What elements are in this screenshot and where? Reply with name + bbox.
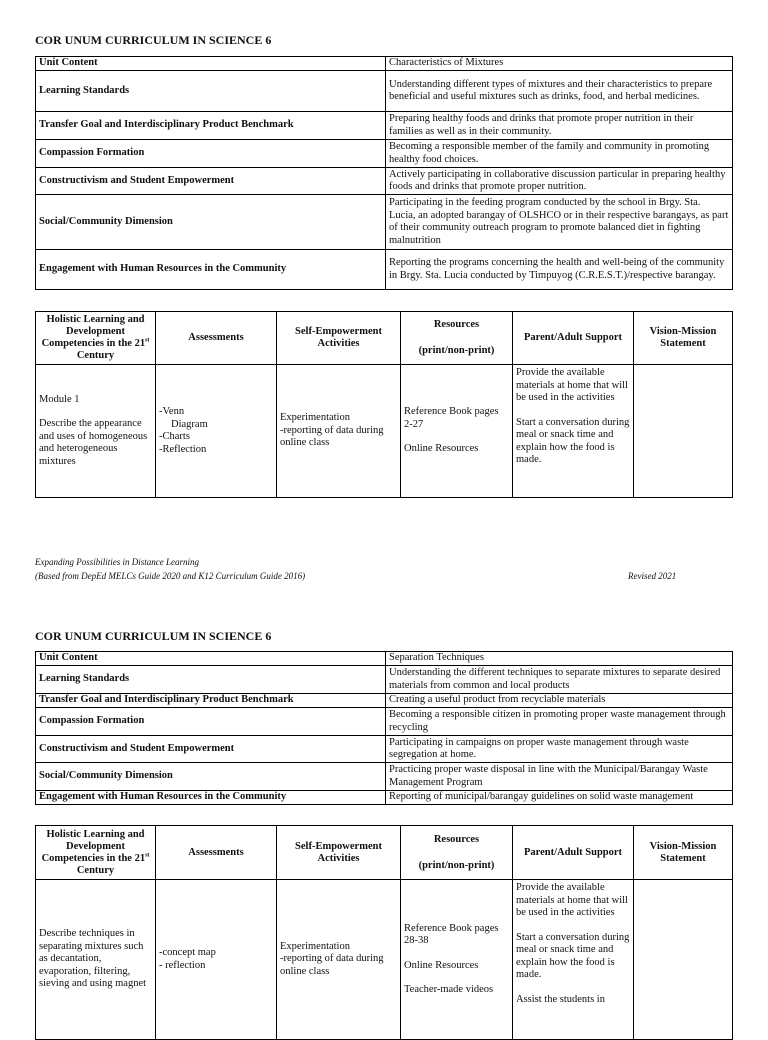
col-header-assessments: Assessments	[156, 826, 277, 880]
row-label: Transfer Goal and Interdisciplinary Product Benchmark	[36, 112, 386, 140]
row-value: Participating in campaigns on proper waste management through waste segregation at home.	[386, 736, 733, 763]
table-row	[36, 250, 733, 290]
row-label: Engagement with Human Resources in the Community	[36, 791, 386, 805]
activity-item: -reporting of data during online class	[280, 953, 384, 977]
resource-item: Online Resources	[404, 959, 479, 971]
row-label: Social/Community Dimension	[36, 763, 386, 791]
parent-support-item: Provide the available materials at home that will be used in the activities	[516, 882, 628, 918]
assessment-item: -Reflection	[159, 443, 207, 455]
parent-support-item: Start a conversation during meal or snack time and explain how the food is made.	[516, 416, 630, 465]
col-header-parent-support: Parent/Adult Support	[513, 826, 634, 880]
footer-title: Expanding Possibilities in Distance Learning	[35, 557, 199, 567]
table-header-row	[36, 826, 733, 880]
row-value: Characteristics of Mixtures	[386, 57, 733, 71]
activity-item: Experimentation	[280, 940, 350, 952]
module-label: Module 1	[39, 393, 80, 405]
table-row	[36, 791, 733, 805]
page1-unit-table-wrap	[35, 56, 732, 290]
table-row	[36, 652, 733, 666]
row-value: Becoming a responsible citizen in promoting proper waste management through recycling	[386, 708, 733, 736]
row-value: Preparing healthy foods and drinks that promote proper nutrition in their families as well as in their community.	[386, 112, 733, 140]
table-row	[36, 694, 733, 708]
col-header-resources: Resources (print/non-print)	[401, 312, 513, 365]
resource-item: Reference Book pages 2-27	[404, 406, 499, 430]
resources-cell	[401, 880, 513, 1040]
row-value: Practicing proper waste disposal in line with the Municipal/Barangay Waste Management Program	[386, 763, 733, 791]
parent-support-cell	[513, 880, 634, 1040]
row-value: Understanding the different techniques to separate mixtures to separate desired materials from common and local products	[386, 666, 733, 694]
page1-unit-table	[35, 56, 733, 290]
row-value: Becoming a responsible member of the family and community in promoting healthy food choices.	[386, 140, 733, 168]
row-label: Engagement with Human Resources in the Community	[36, 250, 386, 290]
col-header-vision-mission: Vision-Mission Statement	[634, 312, 733, 365]
col-header-self-empowerment: Self-Empowerment Activities	[277, 826, 401, 880]
table-row	[36, 57, 733, 71]
assessments-cell	[156, 365, 277, 498]
page1-title: COR UNUM CURRICULUM IN SCIENCE 6	[35, 33, 272, 47]
activities-cell	[277, 365, 401, 498]
table-row	[36, 666, 733, 694]
page2-unit-table-wrap	[35, 651, 732, 805]
assessment-item: -Charts	[159, 431, 190, 442]
row-value: Actively participating in collaborative discussion particular in preparing healthy foods and drinks that promote proper nutrition.	[386, 168, 733, 195]
page2-comp-table-wrap	[35, 825, 732, 1040]
assessment-item: -Venn	[159, 406, 185, 417]
resource-item: Teacher-made videos	[404, 984, 494, 995]
row-label: Social/Community Dimension	[36, 195, 386, 250]
row-label: Learning Standards	[36, 71, 386, 112]
row-label: Unit Content	[36, 652, 386, 666]
resources-cell	[401, 365, 513, 498]
row-label: Constructivism and Student Empowerment	[36, 736, 386, 763]
row-label: Compassion Formation	[36, 140, 386, 168]
competency-text: Describe the appearance and uses of homogeneous and heterogeneous mixtures	[39, 418, 148, 467]
competency-text: Describe techniques in separating mixtures such as decantation, evaporation, filtering, sieving and using magnet	[39, 928, 147, 990]
page2-unit-table	[35, 651, 733, 805]
parent-support-cell	[513, 365, 634, 498]
parent-support-item: Start a conversation during meal or snack time and explain how the food is made.	[516, 931, 630, 980]
table-row	[36, 112, 733, 140]
row-label: Compassion Formation	[36, 708, 386, 736]
activity-item: -reporting of data during online class	[280, 424, 384, 449]
competency-cell	[36, 880, 156, 1040]
table-row	[36, 195, 733, 250]
table-row	[36, 708, 733, 736]
page2-title: COR UNUM CURRICULUM IN SCIENCE 6	[35, 629, 272, 643]
col-header-parent-support: Parent/Adult Support	[513, 312, 634, 365]
assessment-item: - reflection	[159, 959, 206, 971]
assessment-item: -concept map	[159, 947, 216, 958]
row-label: Unit Content	[36, 57, 386, 71]
table-row	[36, 763, 733, 791]
vision-mission-cell	[634, 880, 733, 1040]
row-value: Reporting the programs concerning the health and well-being of the community in Brgy. Sta. Lucia conducted by Timpuyog (C.R.E.S.T.)/respective barangay.	[386, 250, 733, 290]
row-value: Participating in the feeding program conducted by the school in Brgy. Sta. Lucia, an adopted barangay of OLSHCO or in their respective barangays, as part of their community outreach program to promote balanced diet in fighting malnutrition	[386, 195, 733, 250]
col-header-holistic: Holistic Learning and Development Competencies in the 21st Century	[36, 826, 156, 880]
activity-item: Experimentation	[280, 412, 350, 424]
page1-comp-table	[35, 311, 733, 498]
page2-comp-table	[35, 825, 733, 1040]
col-header-self-empowerment: Self-Empowerment Activities	[277, 312, 401, 365]
table-row	[36, 880, 733, 1040]
col-header-holistic: Holistic Learning and Development Competencies in the 21st Century	[36, 312, 156, 365]
assessment-item: Diagram	[171, 418, 208, 430]
vision-mission-cell	[634, 365, 733, 498]
col-header-vision-mission: Vision-Mission Statement	[634, 826, 733, 880]
page1-comp-table-wrap	[35, 311, 732, 498]
row-label: Learning Standards	[36, 666, 386, 694]
activities-cell	[277, 880, 401, 1040]
row-label: Transfer Goal and Interdisciplinary Product Benchmark	[36, 694, 386, 708]
row-value: Reporting of municipal/barangay guidelines on solid waste management	[386, 791, 733, 805]
table-header-row	[36, 312, 733, 365]
parent-support-item: Assist the students in	[516, 993, 605, 1005]
col-header-resources: Resources (print/non-print)	[401, 826, 513, 880]
table-row	[36, 168, 733, 195]
row-value: Creating a useful product from recyclable materials	[386, 694, 733, 708]
table-row	[36, 736, 733, 763]
competency-cell	[36, 365, 156, 498]
table-row	[36, 71, 733, 112]
footer-source: (Based from DepEd MELCs Guide 2020 and K12 Curriculum Guide 2016)	[35, 571, 306, 581]
footer-revised: Revised 2021	[628, 571, 677, 581]
resource-item: Reference Book pages 28-38	[404, 922, 499, 946]
parent-support-item: Provide the available materials at home that will be used in the activities	[516, 367, 628, 403]
col-header-assessments: Assessments	[156, 312, 277, 365]
row-value: Separation Techniques	[386, 652, 733, 666]
table-row	[36, 365, 733, 498]
row-value: Understanding different types of mixtures and their characteristics to prepare beneficial and useful mixtures such as drinks, food, and herbal medicines.	[386, 71, 733, 112]
table-row	[36, 140, 733, 168]
assessments-cell	[156, 880, 277, 1040]
resource-item: Online Resources	[404, 443, 479, 455]
row-label: Constructivism and Student Empowerment	[36, 168, 386, 195]
